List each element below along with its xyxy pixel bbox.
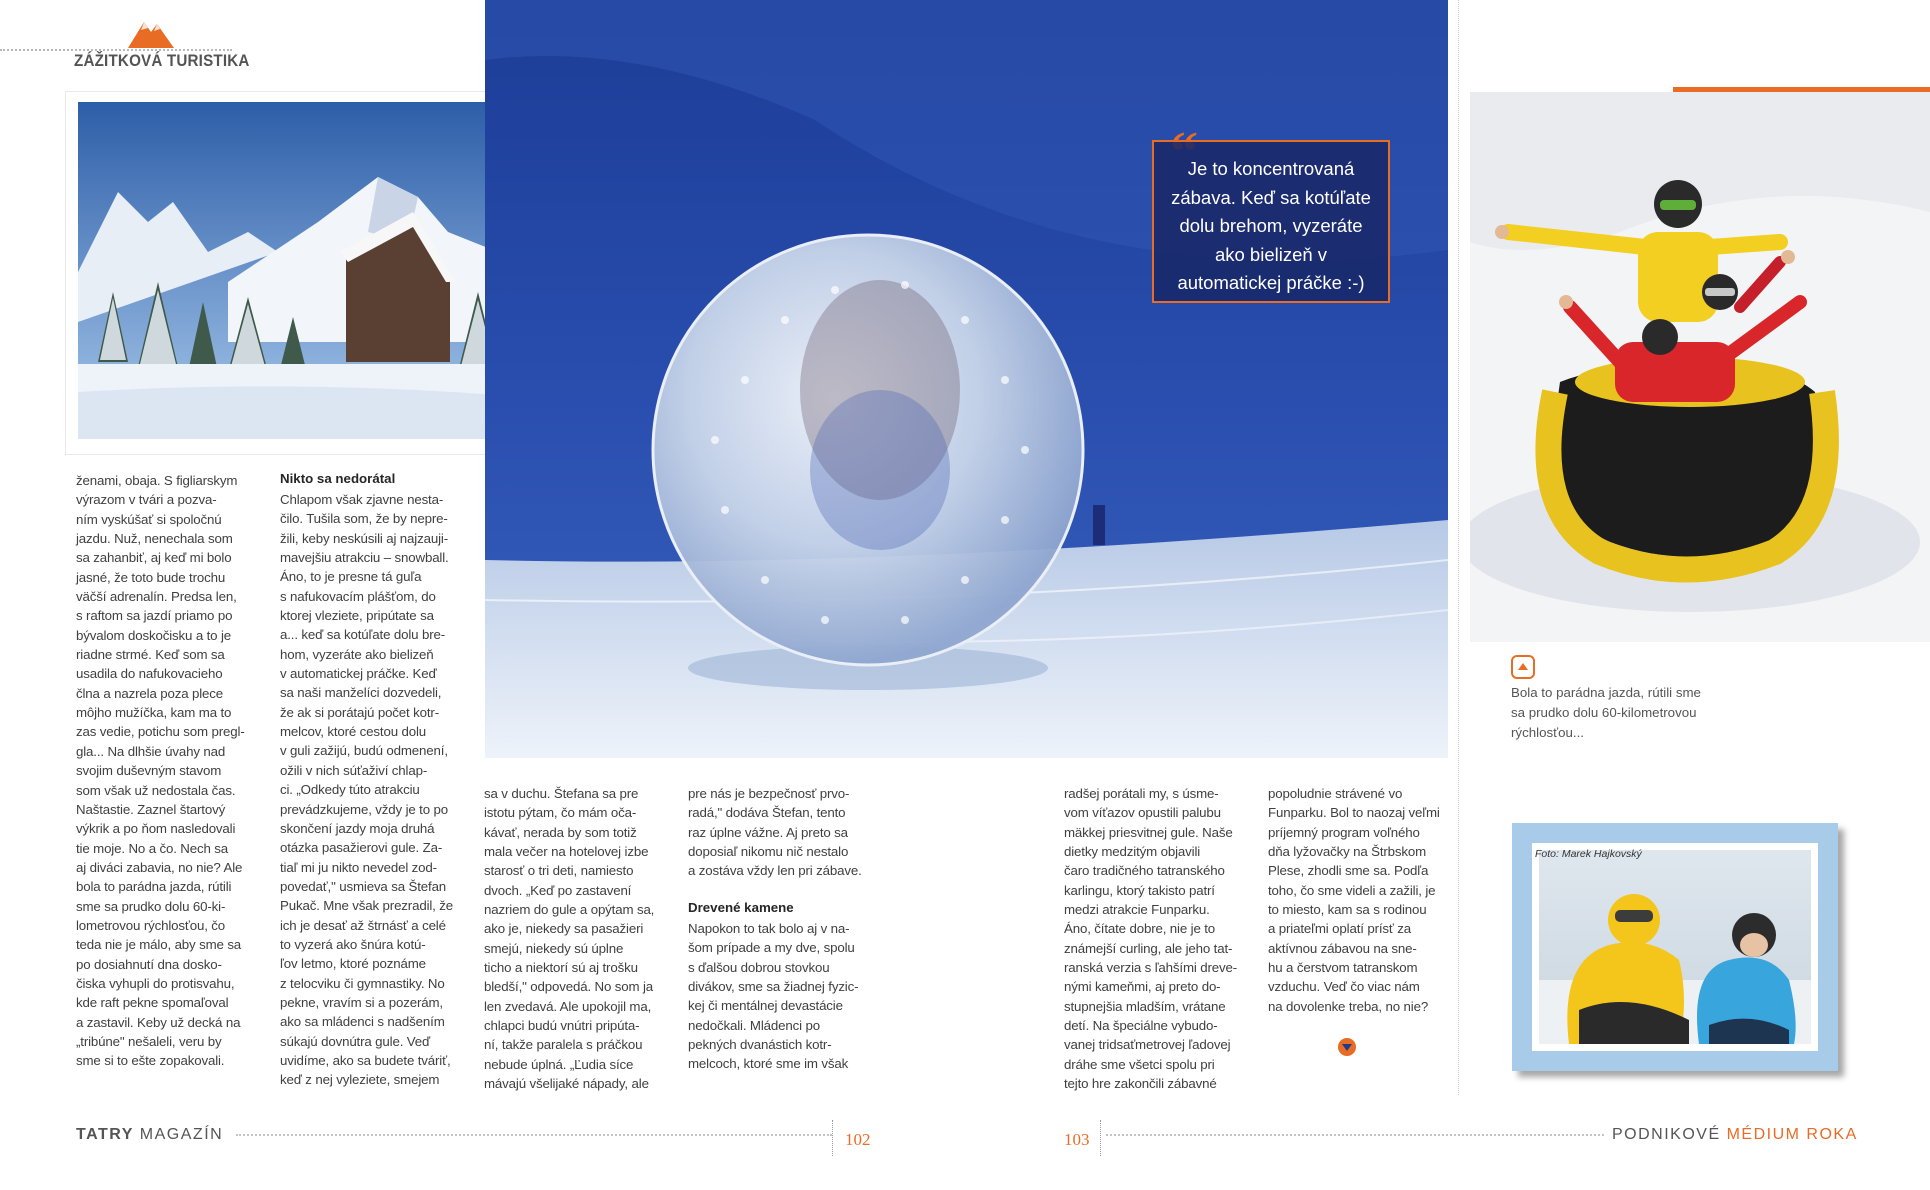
- snowball-photo: [485, 0, 1448, 758]
- magazine-name: [76, 1126, 223, 1144]
- award-tagline: [1612, 1126, 1858, 1144]
- skiers-photo-frame: [1512, 823, 1838, 1071]
- footer-divider-right: [1106, 1134, 1604, 1136]
- subheading-drevene-kamene: Drevené kamene: [688, 900, 794, 915]
- subheading-nikto: Nikto sa nedorátal: [280, 471, 396, 486]
- award-tagline-plain: PODNIKOVÉ: [1612, 1126, 1727, 1143]
- skiers-photo: [1539, 850, 1811, 1044]
- award-tagline-accent: MÉDIUM ROKA: [1726, 1126, 1858, 1143]
- article-column-4-top: pre nás je bezpečnosť prvo- radá," dodáva Štefan, tento raz úplne vážne. Aj preto sa doposiaľ nikomu nič nestalo a zostáva vždy len pri zábave.: [688, 786, 862, 879]
- footer-divider-left: [236, 1134, 832, 1136]
- raft-photo: [1470, 92, 1930, 642]
- article-end-icon: [1337, 1037, 1357, 1057]
- article-column-1: ženami, obaja. S figliarskym výrazom v tvári a pozva- ním vyskúšať si spoločnú jazdu. Nuž, nenechala som sa zahanbiť, aj keď mi bolo jasné, že toto bude trochu väčší adrenalín. Predsa len, s raftom sa jazdí priamo po bývalom doskočisku a to je riadne strmé. Keď som sa usadila do nafukovacieho člna a nazrela poza plece môjho mužíčka, kam ma to zas vedie, potichu som pregl- gla... Na dlhšie úvahy nad svojim duševným stavom som však už nedostala čas. Naštastie. Zaznel štartový výkrik a po ňom nasledovali tie moje. No a čo. Nech sa aj diváci zabavia, no nie? Ale bola to parádna jazda, rútili sme sa prudko dolu 60-ki- lometrovou rýchlosťou, čo teda nie je málo, aby sme sa po dosiahnutí dna dosko- čiska vyhupli do protisvahu, kde raft pekne spomaľoval a zastavil. Keby už decká na „tribúne" nešaleli, veru by sme si to ešte zopakovali.: [76, 473, 245, 1069]
- page-gutter: [1458, 0, 1459, 1095]
- article-column-2: Chlapom však zjavne nesta- čilo. Tušila som, že by nepre- žili, keby neskúsili aj najzauji- mavejšiu atrakciu – snowball. Áno, to je presne tá guľa s nafukovacím plášťom, do ktorej vleziete, pripútate sa a... keď sa kotúľate dolu bre- hom, vyzeráte ako bielizeň v automatickej práčke. Keď sa naši manželíci dozvedeli, že ak si porátajú počet kotr- melcov, ktoré cestou dolu v guli zažijú, budú odmenení, ožili v nich súťaživí chlap- ci. „Odkedy túto atrakciu prevádzkujeme, vždy je to po skončení jazdy moja druhá otázka pasažierovi gule. Za- tiaľ mi ju nikto nevedel zod- povedať," usmieva sa Štefan Pukač. Mne však prezradil, že ich je desať až štrnásť a celé to vyzerá ako šnúra kotú- ľov letmo, ktoré poznáme z telocviku či gymnastiky. No pekne, vravím si a pozerám, ako sa mládenci s nadšením súkajú dovnútra gule. Veď uvidíme, ako sa budete tváriť, keď z nej vyleziete, smejem: [280, 492, 454, 1088]
- article-column-4: Napokon to tak bolo aj v na- šom prípade a my dve, spolu s ďalšou dobrou stovkou divákov, sme sa žiadnej fyzic- kej či mentálnej devastácie nedočkali. Mládenci po pekných dvanástich kotr- melcoch, ktoré sme im však: [688, 921, 859, 1072]
- caption-up-arrow-icon: [1511, 655, 1535, 679]
- magazine-name-bold: TATRY: [76, 1126, 134, 1143]
- article-column-5: radšej porátali my, s úsme- vom víťazov opustili palubu mäkkej priesvitnej gule. Naše dietky medzitým objavili čaro tradičného tatranského karlingu, ktorý takisto patrí medzi atrakcie Funparku. Áno, čítate dobre, nie je to známejší curling, ale jeho tat- ranská verzia s ľahšími dreve- nými kameňmi, aj preto do- stupnejšia mladším, vrátane detí. Na špeciálne vybudo- vanej tridsaťmetrovej ľadovej dráhe sme všetci spolu pri tejto hre zakončili zábavné: [1064, 786, 1238, 1092]
- header-divider: [0, 49, 232, 51]
- page-number-right: 103: [1064, 1130, 1090, 1149]
- footer-tick-left: [832, 1120, 833, 1156]
- pull-quote: Je to koncentrovaná zábava. Keď sa kotúľate dolu brehom, vyzeráte ako bielizeň v automatickej práčke :-): [1152, 140, 1390, 303]
- photo-credit: Foto: Marek Hajkovský: [1535, 848, 1642, 860]
- section-title: ZÁŽITKOVÁ TURISTIKA: [74, 52, 250, 70]
- article-column-6: popoludnie strávené vo Funparku. Bol to naozaj veľmi príjemný program voľného dňa lyžovačky na Štrbskom Plese, zhodli sme sa. Podľa toho, čo sme videli a zažili, je to miesto, kam sa s rodinou a priateľmi oplatí prísť za aktívnou zábavou na sne- hu a čerstvom tatranskom vzduchu. Veď čo viac nám na dovolenke treba, no nie?: [1268, 786, 1440, 1014]
- footer-tick-right: [1100, 1120, 1101, 1156]
- magazine-name-rest: MAGAZÍN: [133, 1126, 224, 1143]
- photo-caption: Bola to parádna jazda, rútili sme sa prudko dolu 60-kilometrovou rýchlosťou...: [1511, 685, 1701, 740]
- mountain-logo-icon: [128, 18, 174, 48]
- article-column-3: sa v duchu. Štefana sa pre istotu pýtam, čo mám oča- kávať, nerada by som totiž mala večer na hotelovej izbe starosť o tri deti, namiesto dvoch. „Keď po zastavení nazriem do gule a opýtam sa, ako je, niekedy sa pasažieri smejú, niekedy sú úplne ticho a niektorí sú aj trošku bledší," odpovedá. No som ja len zvedavá. Ale upokojil ma, chlapci budú vnútri pripúta- ní, takže paralela s práčkou nebude úplná. „Ľudia síce mávajú všelijaké nápady, ale: [484, 786, 655, 1092]
- page-number-left: 102: [845, 1130, 871, 1149]
